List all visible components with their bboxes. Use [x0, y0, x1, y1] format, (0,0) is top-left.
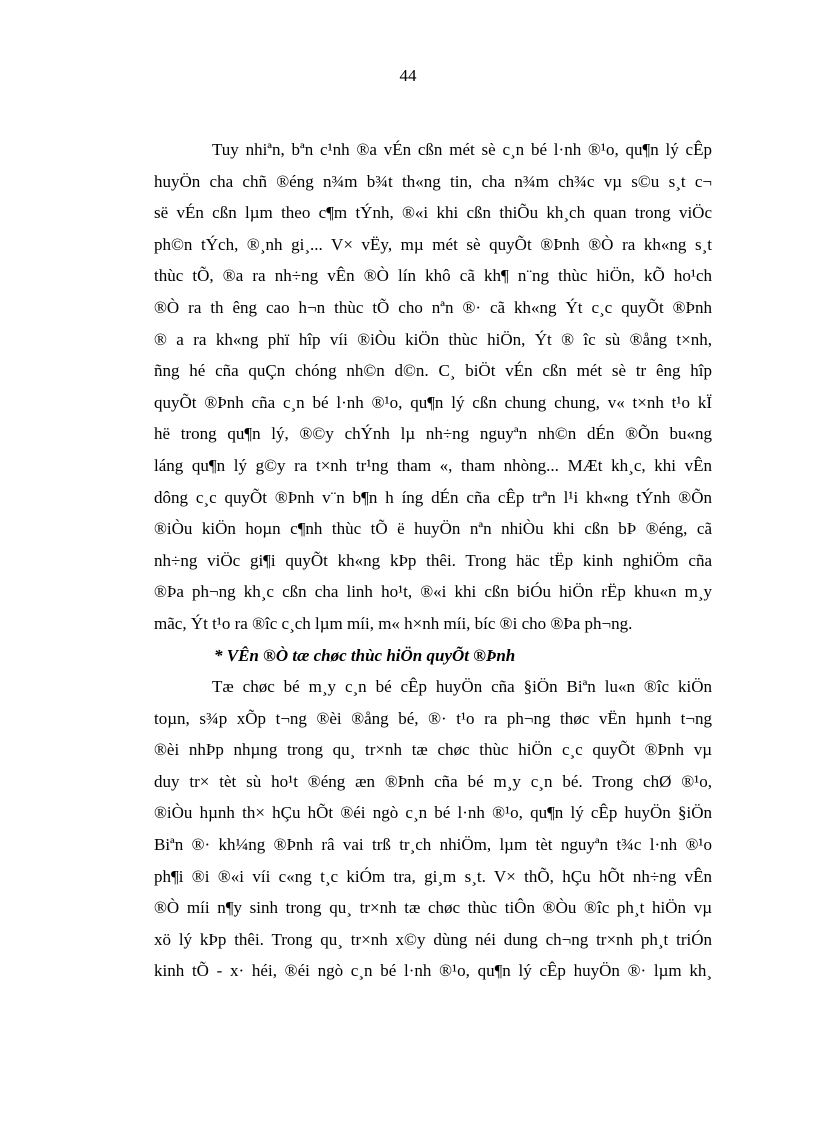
text-line: ®Ò ra th êng cao h¬n thùc tÕ cho nªn ®· cã kh«ng Ýt c¸c quyÕt ®Þnh [154, 297, 712, 317]
text-line: dông c¸c quyÕt ®Þnh v¨n b¶n h íng dÉn cña cÊp trªn l¹i kh«ng tÝnh ®Õn [154, 487, 712, 507]
text-line: thùc tÕ, ®a ra nh÷ng vÊn ®Ò lín khô cã kh¶ n¨ng thùc hiÖn, kÕ ho¹ch [154, 266, 712, 286]
text-line: huyÖn cha chñ ®éng n¾m b¾t th«ng tin, cha n¾m ch¾c vµ s©u s¸t c¬ [154, 171, 712, 191]
text-line: xö lý kÞp thêi. Trong qu¸ tr×nh x©y dùng néi dung ch¬ng tr×nh ph¸t triÓn [154, 929, 712, 949]
text-line: láng qu¶n lý g©y ra t×nh tr¹ng tham «, tham nhòng... MÆt kh¸c, khi vÊn [154, 455, 712, 475]
text-line: quyÕt ®Þnh cña c¸n bé l·nh ®¹o, qu¶n lý cßn chung chung, v« t×nh t¹o kÏ [154, 392, 712, 412]
text-line: kinh tÕ - x· héi, ®éi ngò c¸n bé l·nh ®¹o, qu¶n lý cÊp huyÖn ®· lµm kh¸ [154, 961, 712, 981]
page-number: 44 [399, 66, 417, 85]
text-line: nh÷ng viÖc gi¶i quyÕt kh«ng kÞp thêi. Trong häc tËp kinh nghiÖm cña [154, 550, 712, 570]
text-line: ® a ra kh«ng phï hîp víi ®iÒu kiÖn thùc hiÖn, Ýt ® îc sù ®ång t×nh, [154, 329, 712, 349]
text-line: së vÉn cßn lµm theo c¶m tÝnh, ®«i khi cßn thiÕu kh¸ch quan trong viÖc [154, 203, 712, 223]
section-heading: * VÊn ®Ò tæ chøc thùc hiÖn quyÕt ®Þnh [214, 645, 516, 665]
text-line: ®Ò míi n¶y sinh trong qu¸ tr×nh tæ chøc thùc tiÔn ®Òu ®îc ph¸t hiÖn vµ [154, 898, 712, 918]
paragraph-2 [154, 671, 712, 987]
text-line: ph©n tÝch, ®¸nh gi¸... V× vËy, mµ mét sè quyÕt ®Þnh ®Ò ra kh«ng s¸t [154, 234, 712, 254]
text-line: ®iÒu hµnh th× hÇu hÕt ®éi ngò c¸n bé l·nh ®¹o, qu¶n lý cÊp huyÖn §iÖn [154, 803, 712, 823]
paragraph-1 [154, 134, 712, 640]
text-line: mãc, Ýt t¹o ra ®îc c¸ch lµm míi, m« h×nh míi, bíc ®i cho ®Þa ph¬ng. [154, 613, 633, 633]
text-line: ®Þa ph¬ng kh¸c cßn cha linh ho¹t, ®«i khi cßn biÓu hiÖn rËp khu«n m¸y [154, 582, 712, 602]
text-line: Biªn ®· kh¼ng ®Þnh râ vai trß tr¸ch nhiÖm, lµm tèt nguyªn t¾c l·nh ®¹o [154, 835, 712, 855]
page-body [154, 134, 712, 987]
text-line: toµn, s¾p xÕp t¬ng ®èi ®ång bé, ®· t¹o ra ph¬ng thøc vËn hµnh t¬ng [154, 708, 712, 728]
text-line: ph¶i ®i ®«i víi c«ng t¸c kiÓm tra, gi¸m s¸t. V× thÕ, hÇu hÕt nh÷ng vÊn [154, 866, 712, 886]
text-line: hë trong qu¶n lý, ®©y chÝnh lµ nh÷ng nguyªn nh©n dÉn ®Õn bu«ng [154, 424, 712, 444]
text-line: ®èi nhÞp nhµng trong qu¸ tr×nh tæ chøc thùc hiÖn c¸c quyÕt ®Þnh vµ [154, 740, 712, 760]
text-line: Tæ chøc bé m¸y c¸n bé cÊp huyÖn cña §iÖn Biªn lu«n ®îc kiÖn [212, 677, 712, 697]
text-line: Tuy nhiªn, bªn c¹nh ®a vÉn cßn mét sè c¸n bé l·nh ®¹o, qu¶n lý cÊp [212, 140, 712, 159]
text-line: ®iÒu kiÖn hoµn c¶nh thùc tÕ ë huyÖn nªn nhiÒu khi cßn bÞ ®éng, cã [154, 519, 712, 539]
text-line: duy tr× tèt sù ho¹t ®éng æn ®Þnh cña bé m¸y c¸n bé. Trong chØ ®¹o, [154, 771, 712, 791]
text-line: ñng hé cña quÇn chóng nh©n d©n. C¸ biÖt vÉn cßn mét sè tr êng hîp [154, 361, 712, 381]
